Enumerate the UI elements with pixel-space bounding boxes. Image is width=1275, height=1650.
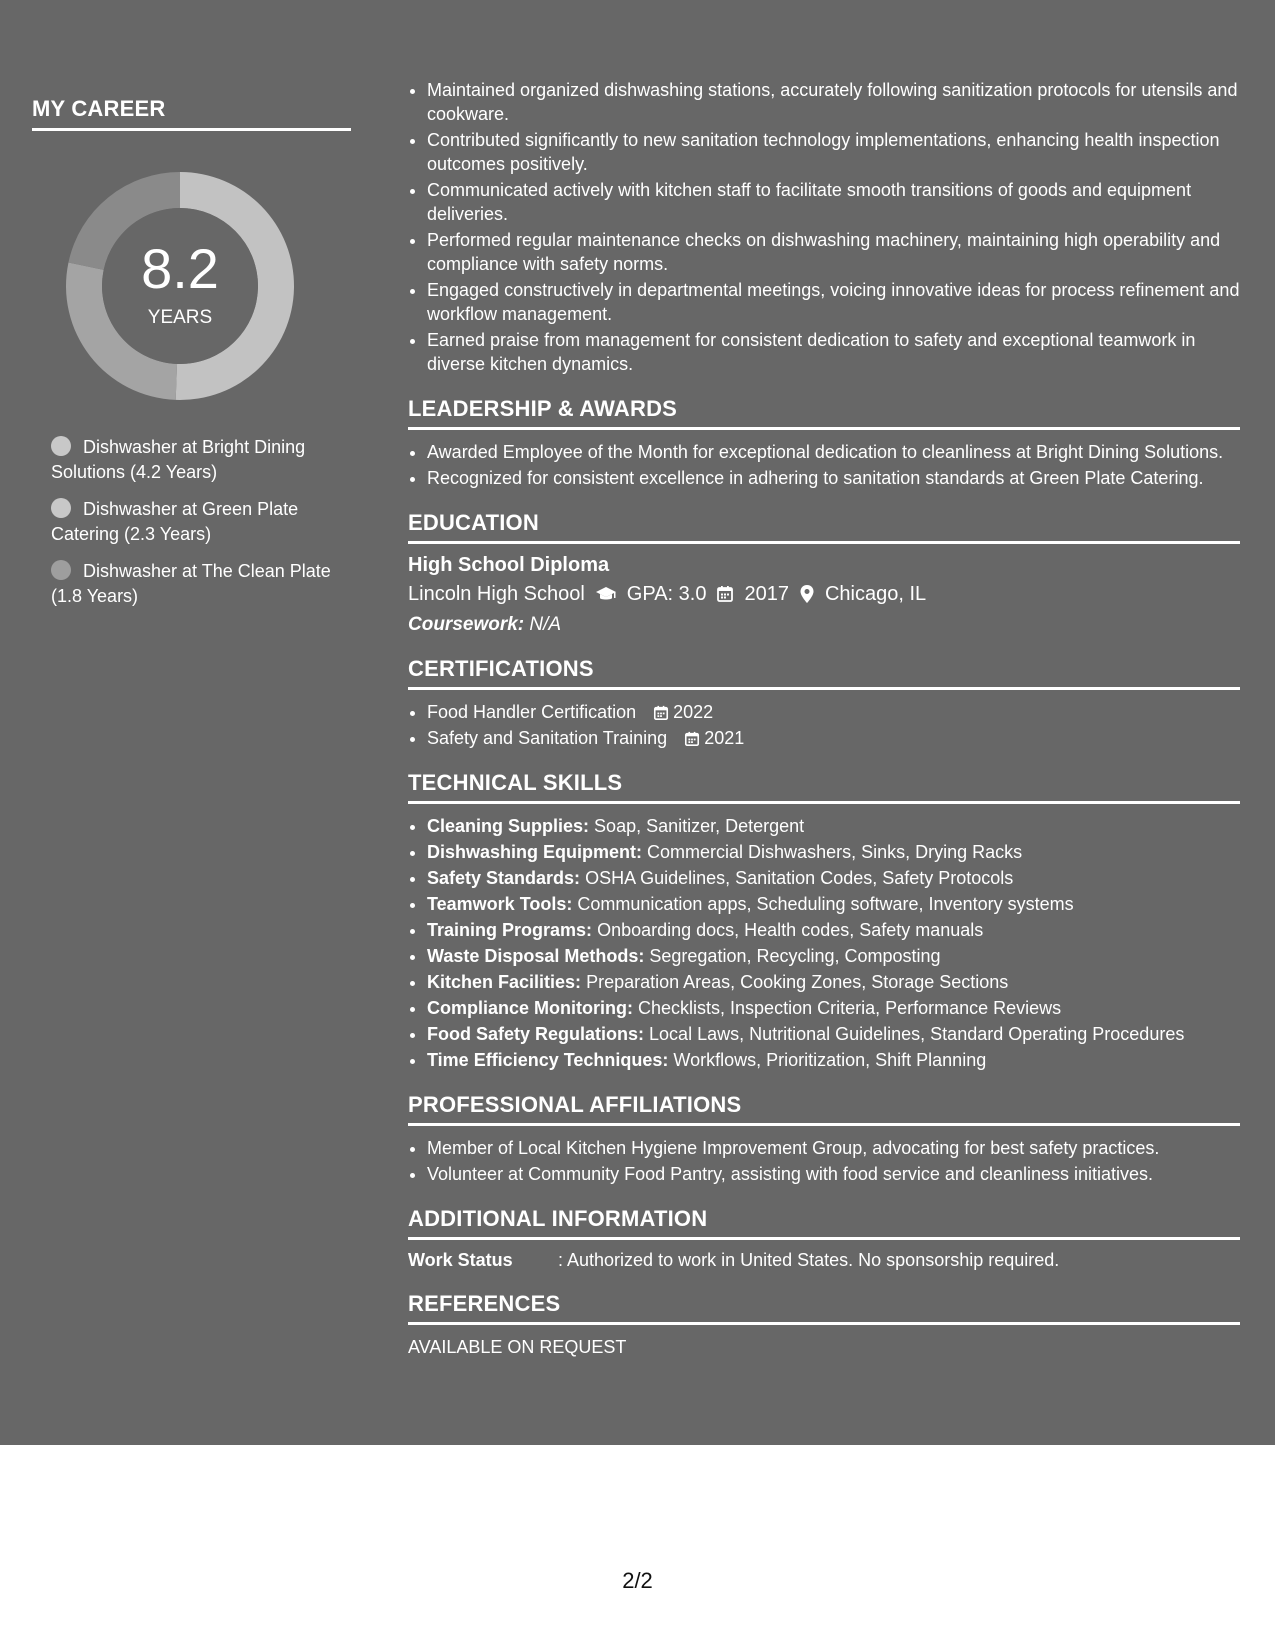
affiliations-section — [408, 1092, 1240, 1186]
career-legend-item — [51, 559, 351, 609]
skill-label: Teamwork Tools: — [427, 894, 573, 914]
skill-item — [427, 892, 1240, 916]
coursework-label: Coursework: — [408, 614, 525, 635]
skills-section — [408, 770, 1240, 1072]
skill-value: Workflows, Prioritization, Shift Planning — [673, 1050, 987, 1070]
leadership-title: LEADERSHIP & AWARDS — [408, 396, 1240, 430]
career-donut-chart — [65, 171, 295, 401]
skill-item — [427, 918, 1240, 942]
total-years-value: 8.2 — [141, 237, 219, 300]
calendar-icon — [716, 584, 734, 605]
skill-label: Food Safety Regulations: — [427, 1024, 645, 1044]
experience-bullet: • Earned praise from management for consistent dedication to safety and exceptional teamwork in diverse kitchen dynamics. — [427, 328, 1240, 376]
education-location: Chicago, IL — [824, 583, 927, 605]
donut-center — [65, 171, 295, 401]
career-title: MY CAREER — [32, 96, 351, 131]
graduation-cap-icon — [595, 584, 617, 605]
left-column — [32, 96, 351, 621]
skill-value: Communication apps, Scheduling software, Inventory systems — [577, 894, 1074, 914]
affiliation-item: • Member of Local Kitchen Hygiene Improvement Group, advocating for best safety practices. — [427, 1136, 1240, 1160]
affiliation-item: • Volunteer at Community Food Pantry, assisting with food service and cleanliness initiatives. — [427, 1162, 1240, 1186]
leadership-section — [408, 396, 1240, 490]
career-legend — [51, 435, 351, 609]
total-years-unit: YEARS — [147, 307, 213, 328]
certifications-list — [408, 700, 1240, 750]
leadership-list — [408, 440, 1240, 490]
skill-label: Time Efficiency Techniques: — [427, 1050, 669, 1070]
work-status-label: Work Status — [408, 1250, 513, 1270]
leadership-item: • Recognized for consistent excellence in adhering to sanitation standards at Green Plate Catering. — [427, 466, 1240, 490]
references-section — [408, 1291, 1240, 1358]
work-status-row — [408, 1250, 1240, 1271]
calendar-icon — [684, 726, 700, 750]
additional-title: ADDITIONAL INFORMATION — [408, 1206, 1240, 1240]
experience-bullet: • Performed regular maintenance checks on dishwashing machinery, maintaining high operability and compliance with safety norms. — [427, 228, 1240, 276]
career-legend-item — [51, 435, 351, 485]
experience-bullet: • Contributed significantly to new sanitation technology implementations, enhancing health inspection outcomes positively. — [427, 128, 1240, 176]
experience-bullet: • Maintained organized dishwashing stations, accurately following sanitization protocols for utensils and cookware. — [427, 78, 1240, 126]
skill-value: Local Laws, Nutritional Guidelines, Standard Operating Procedures — [649, 1024, 1185, 1044]
education-year: 2017 — [744, 583, 789, 605]
skill-item — [427, 1048, 1240, 1072]
skill-value: Segregation, Recycling, Composting — [649, 946, 941, 966]
career-legend-label: Dishwasher at The Clean Plate (1.8 Years) — [51, 561, 331, 606]
certifications-section — [408, 656, 1240, 750]
education-school: Lincoln High School — [408, 583, 585, 605]
certification-year: 2021 — [704, 728, 745, 748]
certification-name: Food Handler Certification — [427, 702, 637, 722]
calendar-icon — [653, 700, 669, 724]
skill-label: Safety Standards: — [427, 868, 581, 888]
additional-section — [408, 1206, 1240, 1271]
experience-bullet: • Engaged constructively in departmental meetings, voicing innovative ideas for process refinement and workflow management. — [427, 278, 1240, 326]
skill-item — [427, 840, 1240, 864]
affiliations-list — [408, 1136, 1240, 1186]
skills-title: TECHNICAL SKILLS — [408, 770, 1240, 804]
skill-item — [427, 996, 1240, 1020]
right-column — [408, 78, 1240, 1358]
career-legend-label: Dishwasher at Bright Dining Solutions (4.2 Years) — [51, 437, 306, 482]
skill-value: Commercial Dishwashers, Sinks, Drying Racks — [647, 842, 1023, 862]
location-pin-icon — [799, 584, 815, 606]
skill-item — [427, 1022, 1240, 1046]
references-text: AVAILABLE ON REQUEST — [408, 1337, 627, 1357]
certification-year: 2022 — [673, 702, 714, 722]
skill-item — [427, 970, 1240, 994]
education-section — [408, 510, 1240, 636]
experience-bullet: • Communicated actively with kitchen staff to facilitate smooth transitions of goods and equipment deliveries. — [427, 178, 1240, 226]
skill-item — [427, 944, 1240, 968]
skill-value: Checklists, Inspection Criteria, Performance Reviews — [638, 998, 1062, 1018]
skill-value: Onboarding docs, Health codes, Safety manuals — [597, 920, 984, 940]
skill-label: Waste Disposal Methods: — [427, 946, 645, 966]
page-number: 2/2 — [622, 1568, 653, 1593]
skill-label: Training Programs: — [427, 920, 593, 940]
references-title: REFERENCES — [408, 1291, 1240, 1325]
skill-item — [427, 866, 1240, 890]
skill-value: Preparation Areas, Cooking Zones, Storage Sections — [586, 972, 1009, 992]
skill-value: OSHA Guidelines, Sanitation Codes, Safety Protocols — [585, 868, 1014, 888]
certification-item — [427, 700, 1240, 724]
legend-dot-icon — [51, 498, 71, 518]
certification-item — [427, 726, 1240, 750]
education-coursework — [408, 614, 1240, 636]
skills-list — [408, 814, 1240, 1072]
career-legend-item — [51, 497, 351, 547]
education-gpa: GPA: 3.0 — [626, 583, 707, 605]
coursework-value: N/A — [529, 614, 562, 635]
legend-dot-icon — [51, 560, 71, 580]
affiliations-title: PROFESSIONAL AFFILIATIONS — [408, 1092, 1240, 1126]
skill-label: Dishwashing Equipment: — [427, 842, 643, 862]
skill-label: Compliance Monitoring: — [427, 998, 633, 1018]
skill-label: Cleaning Supplies: — [427, 816, 590, 836]
education-title: EDUCATION — [408, 510, 1240, 544]
education-details — [408, 583, 1240, 606]
experience-bullets — [408, 78, 1240, 376]
skill-value: Soap, Sanitizer, Detergent — [594, 816, 805, 836]
skill-label: Kitchen Facilities: — [427, 972, 582, 992]
certification-name: Safety and Sanitation Training — [427, 728, 668, 748]
career-legend-label: Dishwasher at Green Plate Catering (2.3 Years) — [51, 499, 299, 544]
certifications-title: CERTIFICATIONS — [408, 656, 1240, 690]
skill-item — [427, 814, 1240, 838]
leadership-item: • Awarded Employee of the Month for exceptional dedication to cleanliness at Bright Dining Solutions. — [427, 440, 1240, 464]
legend-dot-icon — [51, 436, 71, 456]
education-degree: High School Diploma — [408, 554, 610, 576]
work-status-value: : Authorized to work in United States. No sponsorship required. — [558, 1250, 1060, 1270]
